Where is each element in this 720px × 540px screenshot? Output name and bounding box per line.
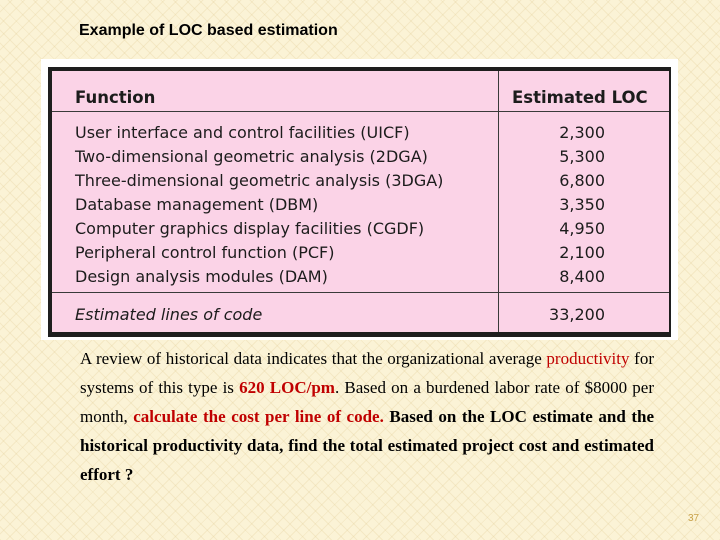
table-row-loc: 2,300 — [559, 123, 605, 142]
estimation-table — [52, 71, 669, 332]
problem-statement — [80, 344, 654, 489]
table-row-loc: 4,950 — [559, 219, 605, 238]
estimation-table-border — [48, 67, 671, 337]
slide-title: Example of LOC based estimation — [79, 22, 338, 39]
productivity-term: productivity — [546, 349, 630, 368]
table-row-function: Database management (DBM) — [75, 195, 319, 214]
table-row-loc: 6,800 — [559, 171, 605, 190]
table-row-loc: 8,400 — [559, 267, 605, 286]
loc-value-list — [542, 121, 605, 289]
estimation-table-frame — [41, 59, 678, 340]
statement-text: A review of historical data indicates that the organizational average — [80, 349, 547, 368]
productivity-value: 620 LOC/pm — [239, 378, 335, 397]
header-divider — [52, 111, 669, 112]
table-row-loc: 5,300 — [559, 147, 605, 166]
statement-text: . Based on a burdened labor rate of $8000 per month, — [80, 378, 654, 426]
table-row-function: Computer graphics display facilities (CGDF) — [75, 219, 425, 238]
effort-question: Based on the LOC estimate and the historical productivity data, find the total estimated project cost and estimated effort ? — [80, 407, 655, 484]
total-value: 33,200 — [549, 305, 605, 324]
page-number: 37 — [688, 513, 700, 524]
total-divider — [52, 292, 669, 293]
function-list — [75, 121, 443, 289]
statement-text: for systems of this type is — [80, 349, 654, 397]
table-row-function: Design analysis modules (DAM) — [75, 267, 328, 286]
cost-question: calculate the cost per line of code. — [133, 407, 384, 426]
table-row-function: Peripheral control function (PCF) — [75, 243, 335, 262]
table-row-loc: 3,350 — [559, 195, 605, 214]
total-label: Estimated lines of code — [75, 305, 263, 324]
table-row-function: Two-dimensional geometric analysis (2DGA) — [75, 147, 428, 166]
table-row-function: Three-dimensional geometric analysis (3DGA) — [75, 171, 444, 190]
table-row-loc: 2,100 — [559, 243, 605, 262]
table-row-function: User interface and control facilities (UICF) — [75, 123, 410, 142]
header-function: Function — [75, 88, 156, 107]
header-estimated-loc: Estimated LOC — [512, 88, 648, 107]
